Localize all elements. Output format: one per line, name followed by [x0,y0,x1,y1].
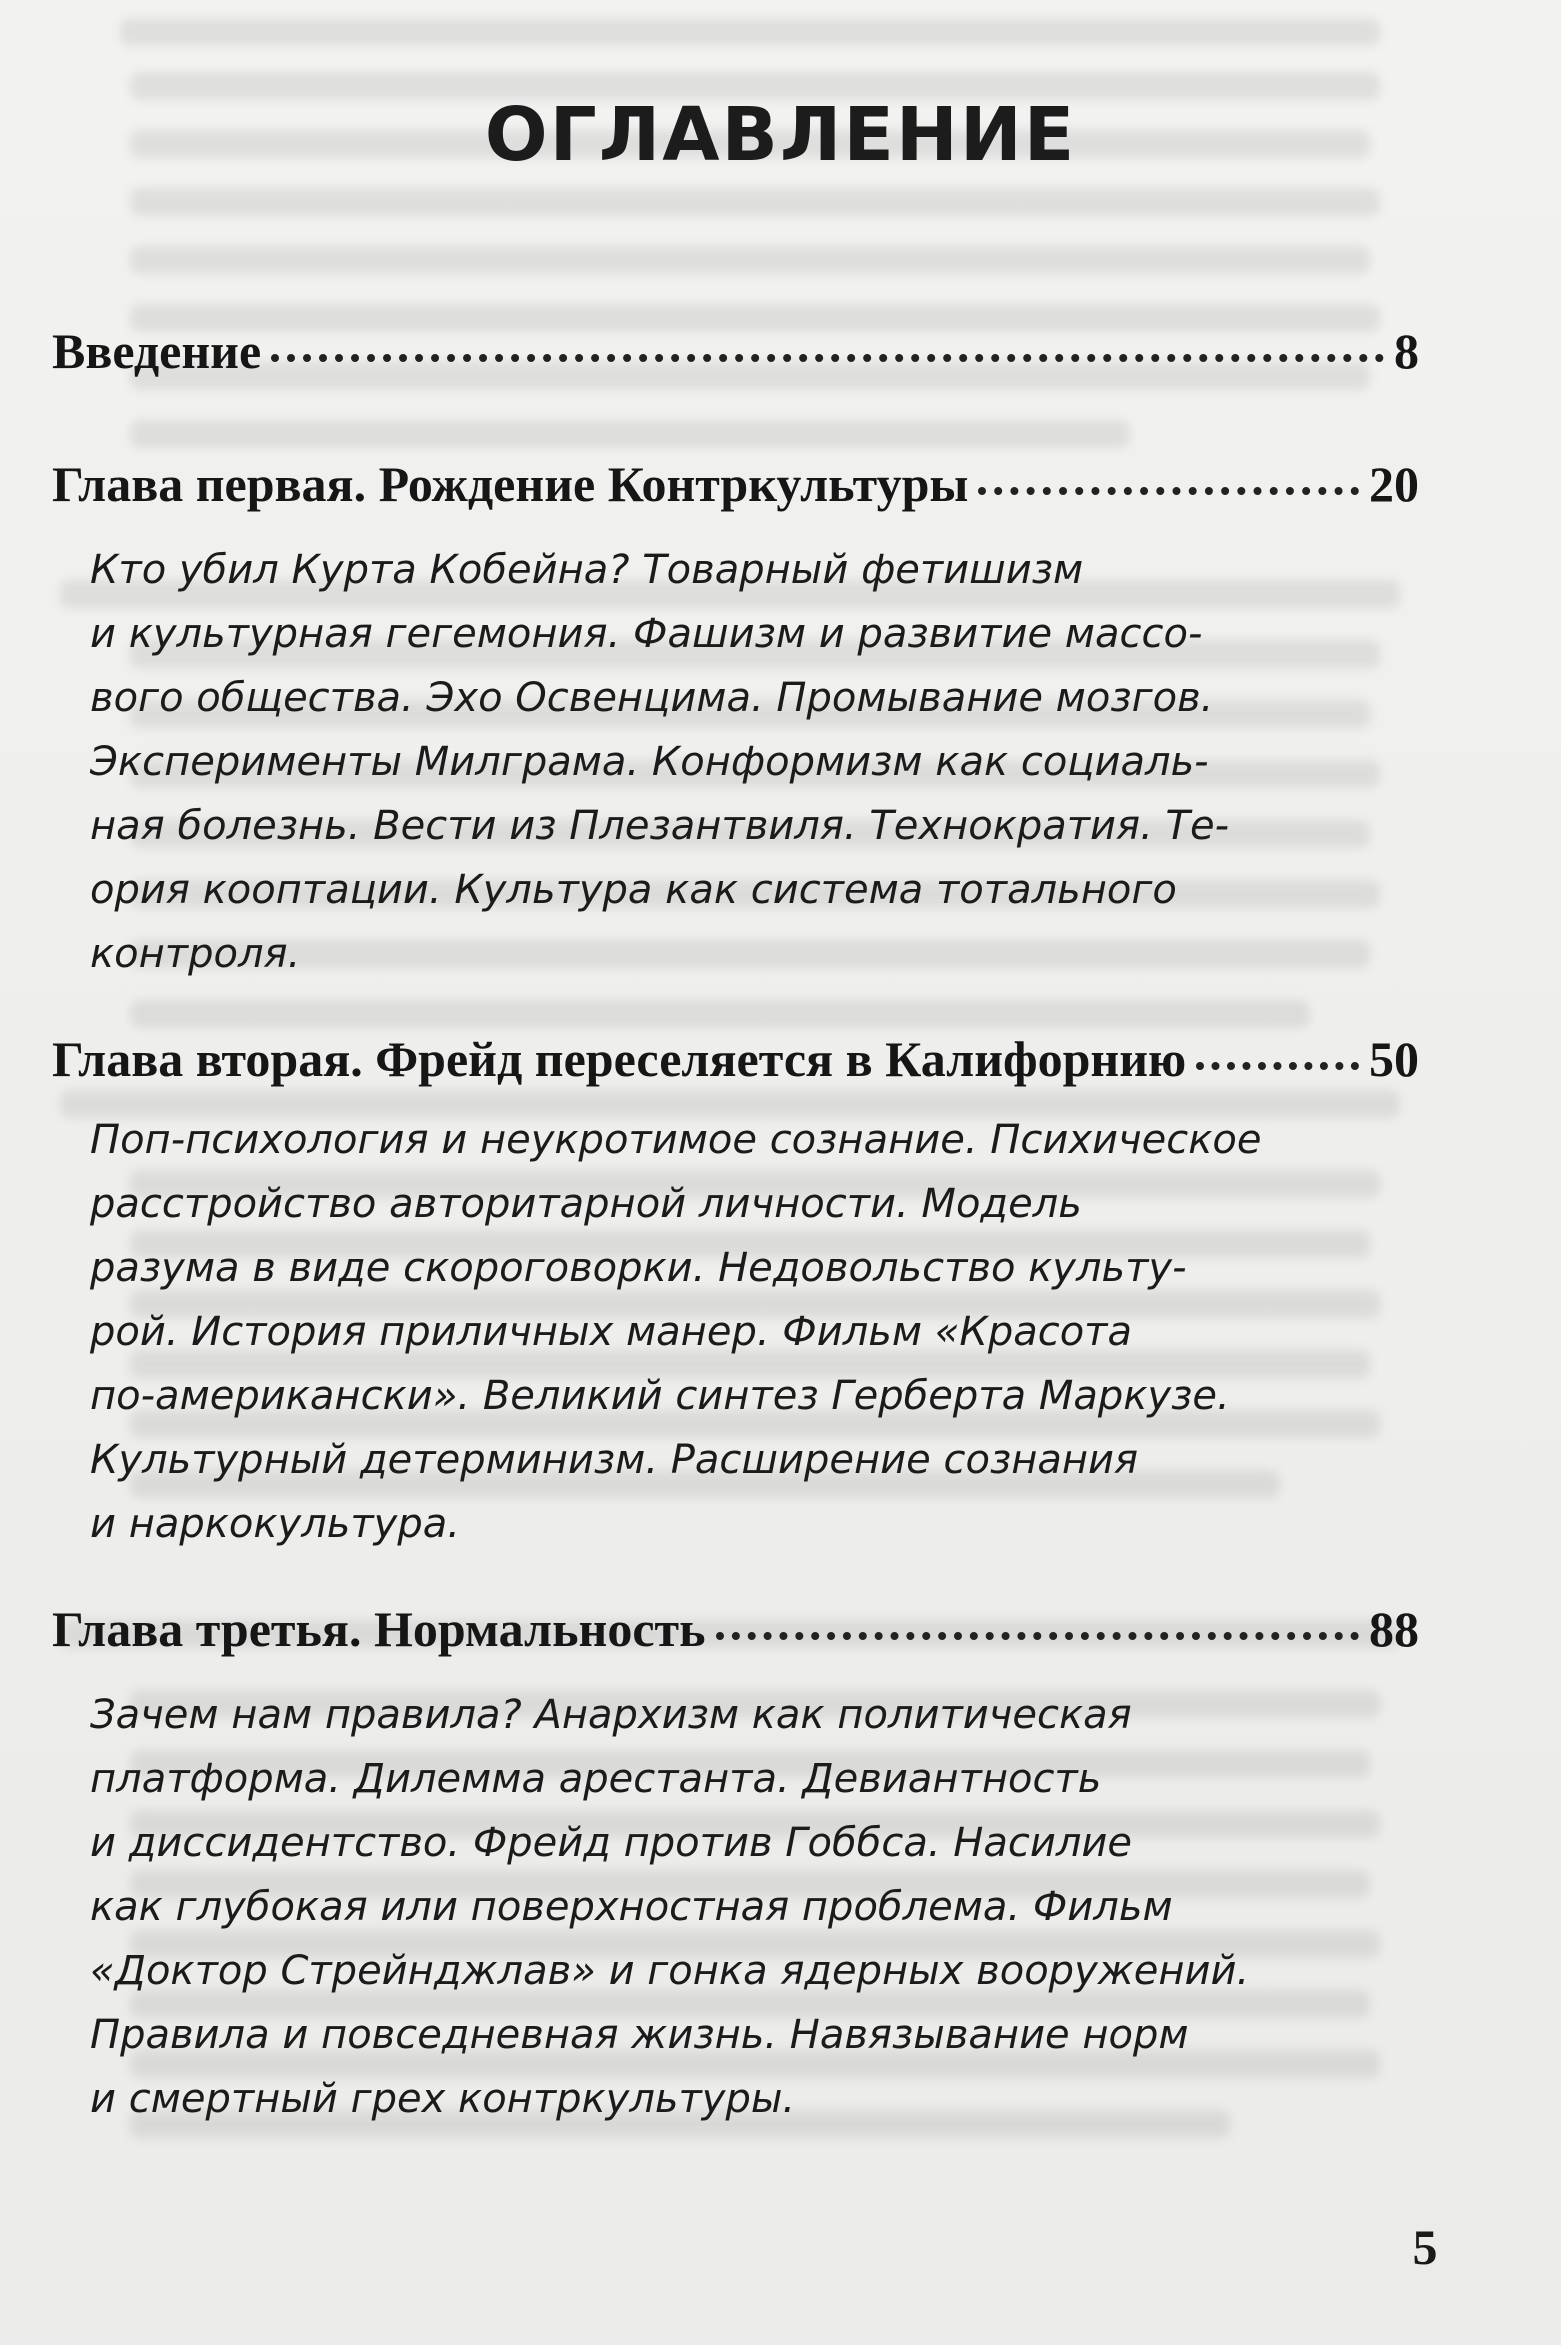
dot-leader [716,1632,1359,1640]
toc-entry-chapter-1 [52,455,1419,513]
toc-entry-chapter-2 [52,1030,1419,1088]
toc-entry-title: Введение [52,323,262,379]
dot-leader [271,354,1384,362]
summary-line: и смертный грех контркультуры. [90,2076,796,2122]
summary-line: контроля. [90,931,301,977]
toc-entry-title: Глава третья. Нормальность [52,1601,706,1657]
toc-entry-page: 20 [1369,456,1419,512]
summary-line: Поп-психология и неукротимое сознание. Психическое [90,1117,1262,1163]
summary-line: Культурный детерминизм. Расширение сознания [90,1437,1139,1483]
chapter-3-summary [90,1683,1380,2131]
toc-entry-title: Глава вторая. Фрейд переселяется в Калифорнию [52,1031,1187,1087]
summary-line: ория кооптации. Культура как система тотального [90,867,1177,913]
chapter-2-summary [90,1108,1380,1556]
summary-line: Эксперименты Милграма. Конформизм как социаль- [90,739,1209,785]
chapter-1-summary [90,538,1380,986]
summary-line: разума в виде скороговорки. Недовольство культу- [90,1245,1187,1291]
toc-entry-title: Глава первая. Рождение Контркультуры [52,456,969,512]
toc-entry-chapter-3 [52,1600,1419,1658]
summary-line: расстройство авторитарной личности. Модель [90,1181,1082,1227]
page-number: 5 [1412,2219,1438,2275]
summary-line: и наркокультура. [90,1501,460,1547]
summary-line: и культурная гегемония. Фашизм и развитие массо- [90,611,1203,657]
toc-entry-page: 8 [1394,323,1419,379]
summary-line: платформа. Дилемма арестанта. Девиантность [90,1756,1102,1802]
summary-line: Правила и повседневная жизнь. Навязывание норм [90,2012,1189,2058]
toc-entry-introduction [52,322,1419,380]
summary-line: как глубокая или поверхностная проблема. Фильм [90,1884,1173,1930]
summary-line: Кто убил Курта Кобейна? Товарный фетишизм [90,547,1084,593]
toc-entry-page: 88 [1369,1601,1419,1657]
summary-line: ная болезнь. Вести из Плезантвиля. Технократия. Те- [90,803,1230,849]
summary-line: по-американски». Великий синтез Герберта Маркузе. [90,1373,1230,1419]
toc-entry-page: 50 [1369,1031,1419,1087]
summary-line: рой. История приличных манер. Фильм «Красота [90,1309,1132,1355]
toc-heading: ОГЛАВЛЕНИЕ [484,92,1077,178]
dot-leader [1196,1062,1359,1070]
summary-line: Зачем нам правила? Анархизм как политическая [90,1692,1132,1738]
summary-line: вого общества. Эхо Освенцима. Промывание мозгов. [90,675,1214,721]
summary-line: и диссидентство. Фрейд против Гоббса. Насилие [90,1820,1133,1866]
dot-leader [978,487,1359,495]
summary-line: «Доктор Стрейнджлав» и гонка ядерных вооружений. [90,1948,1250,1994]
